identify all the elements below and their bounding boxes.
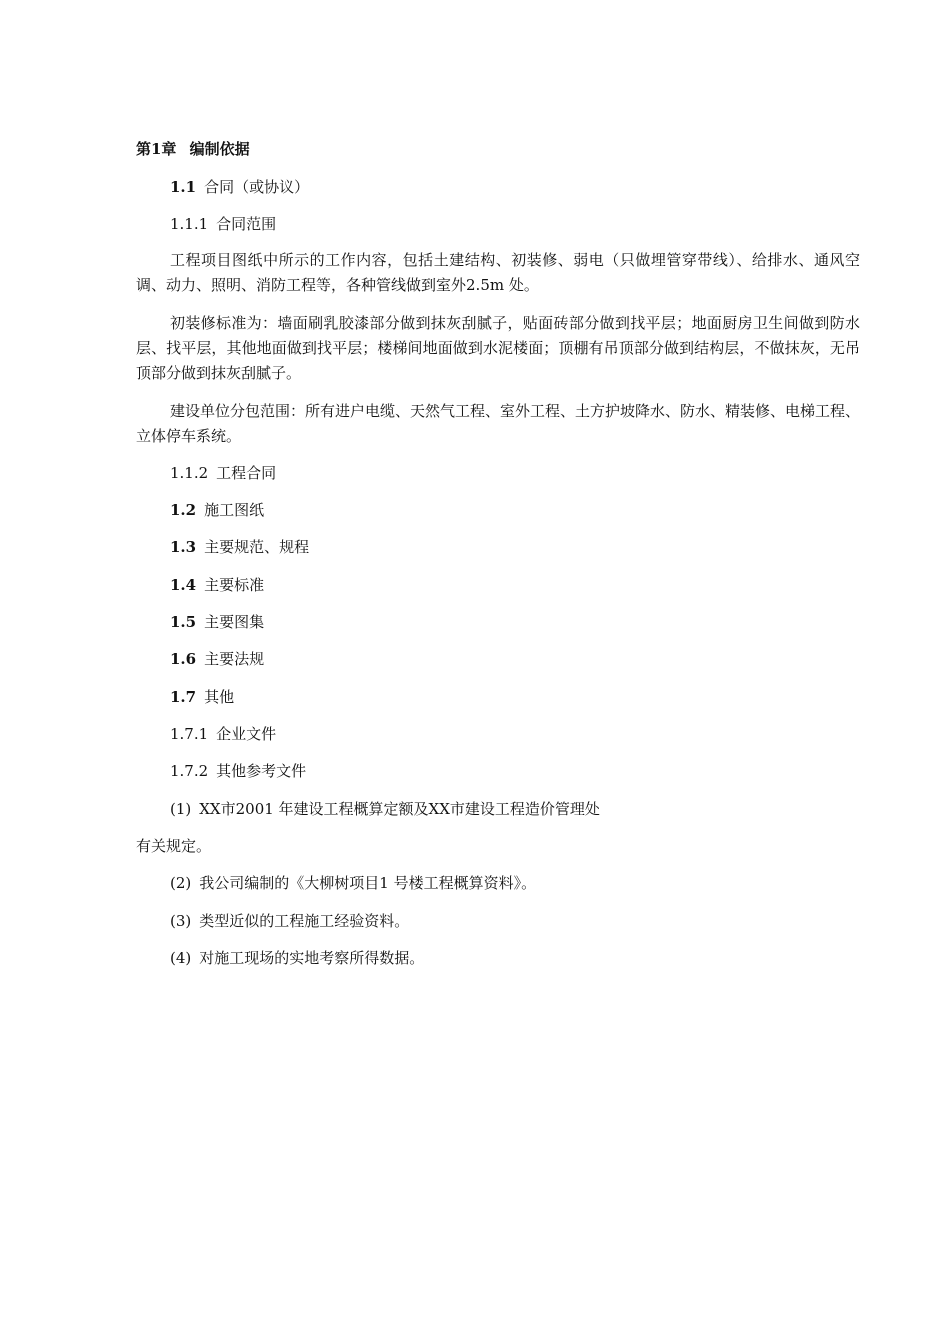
- section-number: 1.1: [170, 178, 197, 196]
- section-number: 1.1.1: [170, 215, 209, 233]
- chapter-heading: [136, 137, 250, 161]
- section-number: 1.7: [170, 688, 197, 706]
- section-title: 合同范围: [216, 215, 277, 233]
- section-title: 主要图集: [204, 613, 265, 631]
- section-1-4: [170, 573, 264, 597]
- chapter-title: 编制依据: [189, 140, 250, 158]
- section-title: 合同（或协议）: [204, 178, 310, 196]
- section-title: 企业文件: [216, 725, 277, 743]
- section-number: 1.5: [170, 613, 197, 631]
- reference-text: 对施工现场的实地考察所得数据。: [199, 949, 425, 967]
- section-1-3: [170, 535, 309, 559]
- reference-text: XX市2001 年建设工程概算定额及XX市建设工程造价管理处: [199, 800, 600, 818]
- section-number: 1.7.1: [170, 725, 209, 743]
- section-1-7-1: [170, 722, 276, 746]
- reference-number: (2): [170, 874, 192, 892]
- section-1-1-1: [170, 212, 276, 236]
- reference-item-1-continuation: 有关规定。: [136, 837, 212, 855]
- section-1-5: [170, 610, 264, 634]
- section-number: 1.7.2: [170, 762, 209, 780]
- section-title: 施工图纸: [204, 501, 265, 519]
- section-1-1: [170, 175, 309, 199]
- section-1-2: [170, 498, 264, 522]
- section-1-7-2: [170, 759, 306, 783]
- paragraph-subcontract: 建设单位分包范围：所有进户电缆、天然气工程、室外工程、土方护坡降水、防水、精装修、电梯工程、立体停车系统。: [136, 402, 861, 445]
- section-1-1-2: [170, 461, 276, 485]
- section-title: 工程合同: [216, 464, 277, 482]
- reference-text: 我公司编制的《大柳树项目1 号楼工程概算资料》。: [199, 874, 537, 892]
- reference-item-2: [170, 871, 536, 895]
- reference-text: 类型近似的工程施工经验资料。: [199, 912, 410, 930]
- section-title: 主要法规: [204, 650, 265, 668]
- paragraph-scope: 工程项目图纸中所示的工作内容，包括土建结构、初装修、弱电（只做埋管穿带线）、给排水、通风空调、动力、照明、消防工程等，各种管线做到室外2.5m 处。: [136, 251, 860, 294]
- section-number: 1.3: [170, 538, 197, 556]
- section-number: 1.2: [170, 501, 197, 519]
- chapter-number: 第1章: [136, 140, 177, 158]
- section-number: 1.6: [170, 650, 197, 668]
- section-1-6: [170, 647, 264, 671]
- reference-number: (4): [170, 949, 192, 967]
- section-number: 1.4: [170, 576, 197, 594]
- section-1-7: [170, 685, 234, 709]
- reference-item-4: [170, 946, 424, 970]
- paragraph-finish-standard: 初装修标准为：墙面刷乳胶漆部分做到抹灰刮腻子，贴面砖部分做到找平层；地面厨房卫生间做到防水层、找平层，其他地面做到找平层；楼梯间地面做到水泥楼面；顶棚有吊顶部分做到结构层，不做抹灰，无吊顶部分做到抹灰刮腻子。: [136, 314, 860, 382]
- reference-item-3: [170, 909, 409, 933]
- section-title: 其他: [204, 688, 235, 706]
- section-title: 主要标准: [204, 576, 265, 594]
- reference-number: (1): [170, 800, 192, 818]
- reference-number: (3): [170, 912, 192, 930]
- section-title: 其他参考文件: [216, 762, 307, 780]
- reference-item-1: [170, 797, 600, 821]
- section-title: 主要规范、规程: [204, 538, 310, 556]
- section-number: 1.1.2: [170, 464, 209, 482]
